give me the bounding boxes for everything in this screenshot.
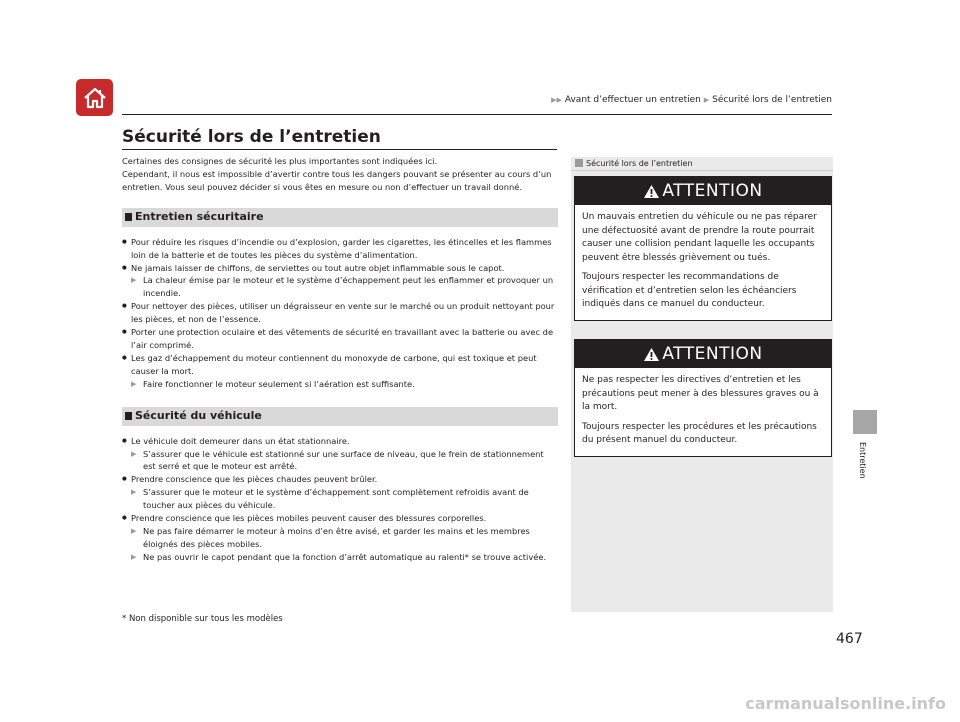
warning-text: Toujours respecter les recommandations de vérification et d’entretien selon les échéanciers indiqués dans ce manuel du conducteur. [582, 272, 797, 309]
bookmark-icon [575, 159, 583, 167]
home-button[interactable] [76, 79, 113, 116]
page-number: 467 [836, 631, 863, 647]
warning-text: Ne pas respecter les directives d’entretien et les précautions peut mener à des blessures graves ou à la mort. [582, 375, 819, 412]
warning-triangle-icon [643, 347, 660, 362]
footnote: * Non disponible sur tous les modèles [122, 614, 283, 624]
sub-item: ▶ S’assurer que le moteur et le système d’échappement sont complètement refroidis avant de toucher aux pièces du véhicule. [131, 486, 558, 512]
intro-text: Certaines des consignes de sécurité les plus importantes sont indiquées ici. [122, 156, 438, 166]
list-item: ● Prendre conscience que les pièces chaudes peuvent brûler. ▶ S’assurer que le moteur et le système d’échappement sont complètement refroidis avant de toucher aux pièces du véhicule. [122, 473, 558, 512]
square-bullet-icon [125, 412, 132, 420]
list-item: ● Pour nettoyer des pièces, utiliser un dégraisseur en vente sur le marché ou un produit nettoyant pour les pièces, et non de l’essence. [122, 300, 558, 326]
chapter-label: Entretien [858, 442, 867, 479]
square-bullet-icon [125, 213, 132, 221]
main-content [122, 155, 558, 564]
sidebar-notes [571, 157, 833, 612]
header-divider [122, 114, 832, 115]
intro-text: Cependant, il nous est impossible d’avertir contre tous les dangers pouvant se présenter au cours d’un entretien. Vous seul pouvez décider si vous êtes en mesure ou non d’effectuer un travail donné. [122, 168, 552, 192]
home-icon [81, 84, 109, 112]
sub-item: ▶ Ne pas ouvrir le capot pendant que la fonction d’arrêt automatique au ralenti* se trouve activée. [131, 551, 558, 564]
bullet-list [122, 236, 558, 391]
list-item: ● Le véhicule doit demeurer dans un état stationnaire. ▶ S’assurer que le véhicule est stationné sur une surface de niveau, que le frein de stationnement est serré et que le moteur est arrêté. [122, 435, 558, 474]
chapter-tab[interactable] [853, 410, 877, 434]
list-item: ● Les gaz d’échappement du moteur contiennent du monoxyde de carbone, qui est toxique et peut causer la mort. ▶ Faire fonctionner le moteur seulement si l’aération est suffisante. [122, 352, 558, 391]
warning-body [575, 368, 831, 456]
sidebar-header: Sécurité lors de l’entretien [571, 157, 833, 171]
list-item: ● Porter une protection oculaire et des vêtements de sécurité en travaillant avec la batterie ou avec de l’air comprimé. [122, 326, 558, 352]
page-title: Sécurité lors de l’entretien [122, 127, 381, 147]
title-divider [122, 149, 557, 150]
warning-triangle-icon [643, 184, 660, 199]
warning-body [575, 205, 831, 320]
sub-item: ▶ S’assurer que le véhicule est stationné sur une surface de niveau, que le frein de stationnement est serré et que le moteur est arrêté. [131, 448, 558, 474]
intro [122, 155, 558, 194]
sub-item: ▶ Ne pas faire démarrer le moteur à moins d’en être avisé, et garder les mains et les membres éloignés des pièces mobiles. [131, 525, 558, 551]
sub-item: ▶ La chaleur émise par le moteur et le système d’échappement peut les enflammer et provoquer un incendie. [131, 274, 558, 300]
watermark: carmanualsonline.info [745, 694, 946, 713]
breadcrumb-arrow-icon: ▶▶ [551, 96, 562, 104]
sub-item: ▶ Faire fonctionner le moteur seulement si l’aération est suffisante. [131, 378, 558, 391]
warning-text: Un mauvais entretien du véhicule ou ne pas réparer une défectuosité avant de prendre la route pourrait causer une collision pendant laquelle les occupants peuvent être blessés grièvement ou tués. [582, 212, 817, 263]
list-item: ● Prendre conscience que les pièces mobiles peuvent causer des blessures corporelles. ▶ Ne pas faire démarrer le moteur à moins d’en être avisé, et garder les mains et les membres éloignés des pièces mobiles. ▶ Ne pas ouvrir le capot pendant que la fonction d’arrêt automatique au ralenti* se trouve activée. [122, 512, 558, 564]
warning-header: ATTENTION [575, 177, 831, 205]
list-item: ● Pour réduire les risques d’incendie ou d’explosion, garder les cigarettes, les étincelles et les flammes loin de la batterie et de toutes les pièces du système d’alimentation. [122, 236, 558, 262]
warning-box [574, 339, 832, 457]
section-header: Sécurité du véhicule [122, 407, 558, 426]
breadcrumb [551, 95, 832, 105]
breadcrumb-arrow-icon: ▶ [703, 96, 710, 104]
breadcrumb-item[interactable]: Sécurité lors de l’entretien [712, 95, 832, 105]
bullet-list [122, 435, 558, 564]
list-item: ● Ne jamais laisser de chiffons, de serviettes ou tout autre objet inflammable sous le capot. ▶ La chaleur émise par le moteur et le système d’échappement peut les enflammer et provoquer un incendie. [122, 262, 558, 301]
warning-box [574, 176, 832, 321]
warning-text: Toujours respecter les procédures et les précautions du présent manuel du conducteur. [582, 421, 817, 445]
section-header: Entretien sécuritaire [122, 208, 558, 227]
warning-header: ATTENTION [575, 340, 831, 368]
breadcrumb-item[interactable]: Avant d’effectuer un entretien [564, 95, 701, 105]
